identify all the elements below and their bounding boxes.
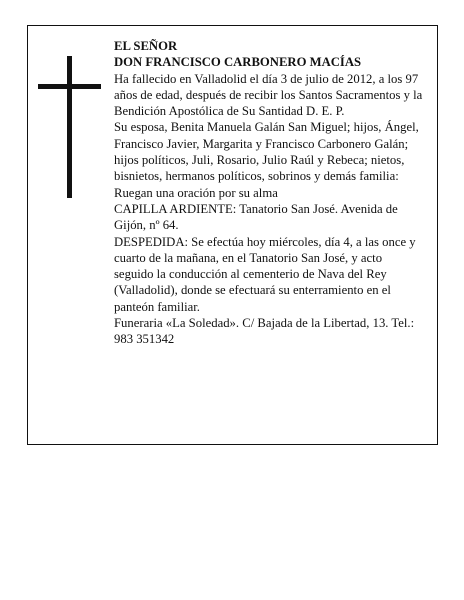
farewell-info: DESPEDIDA: Se efectúa hoy miércoles, día 4, a las once y cuarto de la mañana, en el Tanatorio San José, y acto seguido la conducción al cementerio de Nava del Rey (Valladolid), donde se efectuará su enterramiento en el panteón familiar.	[114, 234, 416, 314]
prayer-request: Ruegan una oración por su alma	[114, 185, 278, 200]
family-list: Su esposa, Benita Manuela Galán San Miguel; hijos, Ángel, Francisco Javier, Margarita y Francisco Carbonero Galán; hijos políticos, Juli, Rosario, Julio Raúl y Rebeca; nietos, bisnietos, hermanos políticos, sobrinos y demás familia:	[114, 120, 419, 184]
chapel-info: CAPILLA ARDIENTE: Tanatorio San José. Avenida de Gijón, nº 64.	[114, 201, 398, 233]
cross-horizontal-bar	[38, 84, 101, 89]
notice-text	[114, 38, 424, 348]
obituary-notice	[27, 25, 438, 445]
deceased-name: DON FRANCISCO CARBONERO MACÍAS	[114, 55, 362, 70]
death-announcement: Ha fallecido en Valladolid el día 3 de julio de 2012, a los 97 años de edad, después de recibir los Santos Sacramentos y la Bendición Apostólica de Su Santidad D. E. P.	[114, 71, 423, 119]
funeral-home-info: Funeraria «La Soledad». C/ Bajada de la Libertad, 13. Tel.: 983 351342	[114, 316, 415, 347]
cross-vertical-bar	[67, 56, 72, 198]
heading-title: EL SEÑOR	[114, 39, 178, 53]
